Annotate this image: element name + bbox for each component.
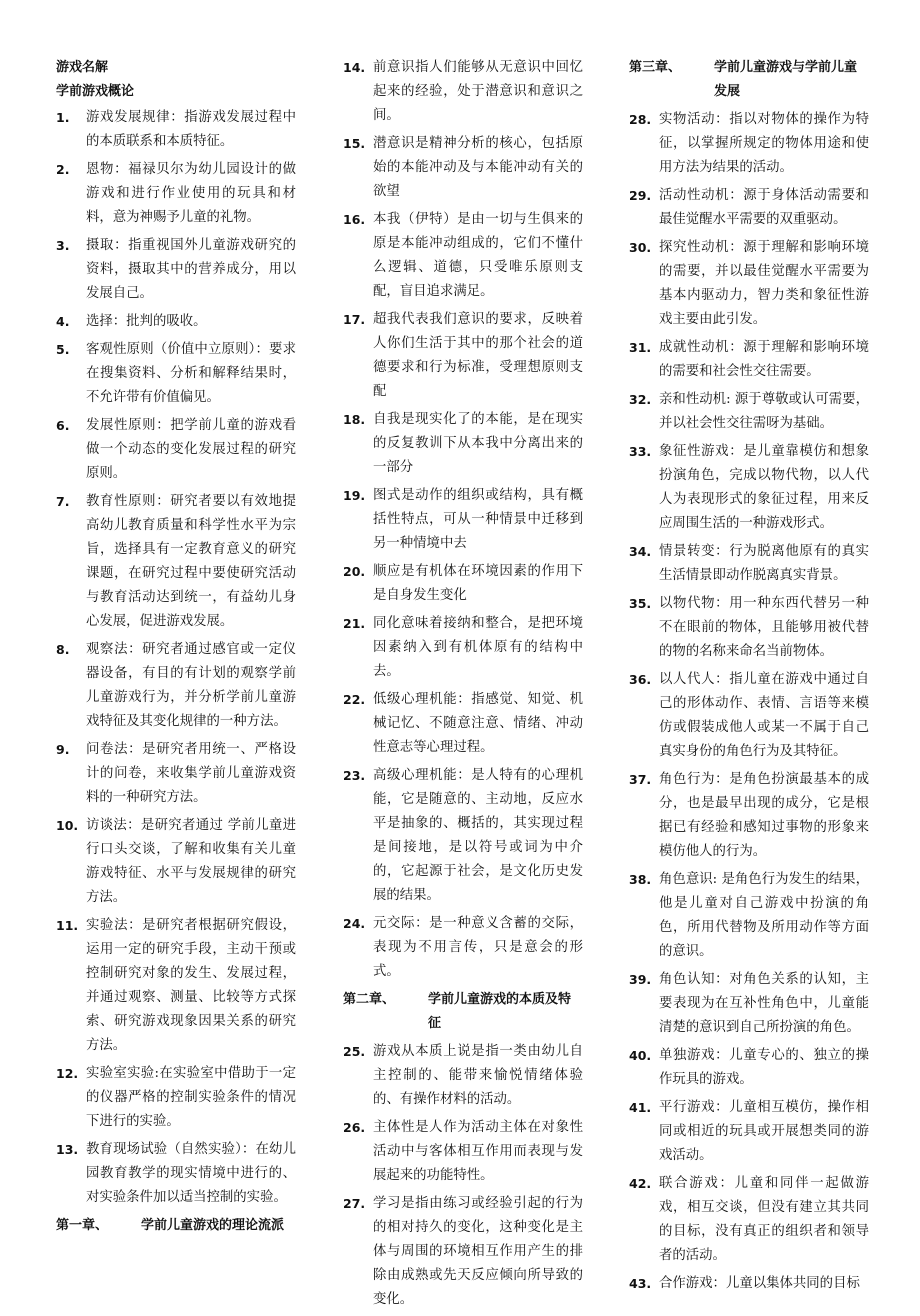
term-number: 17. (343, 312, 366, 327)
term-number: 18. (343, 412, 366, 427)
term-number: 38. (629, 872, 652, 887)
term-number: 29. (629, 188, 652, 203)
term-number: 27. (343, 1196, 366, 1211)
term-definition: 客观性原则（价值中立原则）：要求在搜集资料、分析和解释结果时，不允许带有价值偏见。 (86, 342, 296, 405)
column-right (629, 56, 869, 1300)
column-left (56, 56, 296, 1242)
term-item (56, 338, 296, 410)
term-number: 28. (629, 112, 652, 127)
term-item (629, 1096, 869, 1168)
term-item (56, 1062, 296, 1134)
section-heading-intro: 学前游戏概论 (56, 84, 135, 99)
term-number: 37. (629, 772, 652, 787)
term-number: 19. (343, 488, 366, 503)
term-number: 31. (629, 340, 652, 355)
term-definition: 访谈法：是研究者通过 学前儿童进行口头交谈，了解和收集有关儿童游戏特征、水平与发展规律的研究方法。 (86, 818, 296, 905)
section-heading-terms: 游戏名解 (56, 60, 109, 75)
term-item (629, 236, 869, 332)
term-number: 9. (56, 742, 70, 757)
term-number: 21. (343, 616, 366, 631)
term-definition: 选择：批判的吸收。 (86, 314, 207, 329)
term-definition: 图式是动作的组织或结构，具有概括性特点，可从一种情景中迁移到另一种情境中去 (373, 488, 583, 551)
term-definition: 问卷法：是研究者用统一、严格设计的问卷，来收集学前儿童游戏资料的一种研究方法。 (86, 742, 296, 805)
term-number: 26. (343, 1120, 366, 1135)
term-number: 13. (56, 1142, 79, 1157)
term-number: 3. (56, 238, 70, 253)
term-item (629, 440, 869, 536)
term-item (343, 1192, 583, 1312)
term-definition: 学习是指由练习或经验引起的行为的相对持久的变化，这种变化是主体与周围的环境相互作用产生的排除由成熟或先天反应倾向所导致的变化。 (373, 1196, 583, 1307)
term-item (343, 208, 583, 304)
term-number: 42. (629, 1176, 652, 1191)
term-number: 43. (629, 1276, 652, 1291)
term-definition: 以物代物：用一种东西代替另一种不在眼前的物体，且能够用被代替的物的名称来命名当前物体。 (659, 596, 869, 659)
term-number: 15. (343, 136, 366, 151)
term-item (629, 868, 869, 964)
term-item (343, 1116, 583, 1188)
term-definition: 高级心理机能：是人特有的心理机能，它是随意的、主动地，反应水平是抽象的、概括的，其实现过程是间接地，是以符号或词为中介的，它起源于社会，是文化历史发展的结果。 (373, 768, 583, 903)
term-number: 6. (56, 418, 70, 433)
term-number: 10. (56, 818, 79, 833)
term-number: 36. (629, 672, 652, 687)
term-definition: 实物活动：指以对物体的操作为特征，以掌握所规定的物体用途和使用方法为结果的活动。 (659, 112, 869, 175)
term-definition: 教育性原则：研究者要以有效地提高幼儿教育质量和科学性水平为宗旨，选择具有一定教育意义的研究课题，在研究过程中要使研究活动与教育活动达到统一，有益幼儿身心发展，促进游戏发展。 (86, 494, 296, 629)
term-definition: 实验法：是研究者根据研究假设，运用一定的研究手段，主动干预或控制研究对象的发生、发展过程，并通过观察、测量、比较等方式探索、研究游戏现象因果关系的研究方法。 (86, 918, 296, 1053)
term-definition: 潜意识是精神分析的核心，包括原始的本能冲动及与本能冲动有关的欲望 (373, 136, 583, 199)
term-number: 41. (629, 1100, 652, 1115)
term-number: 25. (343, 1044, 366, 1059)
term-definition: 低级心理机能：指感觉、知觉、机械记忆、不随意注意、情绪、冲动性意志等心理过程。 (373, 692, 583, 755)
term-definition: 合作游戏：儿童以集体共同的目标 (659, 1276, 860, 1291)
term-definition: 角色意识: 是角色行为发生的结果，他是儿童对自己游戏中扮演的角色，所用代替物及所用动作等方面的意识。 (659, 872, 869, 959)
term-item (56, 234, 296, 306)
term-definition: 象征性游戏：是儿童靠模仿和想象扮演角色，完成以物代物，以人代人为表现形式的象征过程，用来反应周围生活的一种游戏形式。 (659, 444, 869, 531)
term-number: 24. (343, 916, 366, 931)
term-item (343, 56, 583, 128)
term-item (629, 108, 869, 180)
term-number: 34. (629, 544, 652, 559)
term-list-middle-a (343, 56, 583, 984)
term-item (343, 764, 583, 908)
term-item (56, 1138, 296, 1210)
term-item (629, 540, 869, 588)
term-definition: 以人代人：指儿童在游戏中通过自己的形体动作、表情、言语等来模仿或假装成他人或某一不属于自己真实身份的角色行为及其特征。 (659, 672, 869, 759)
term-item (343, 612, 583, 684)
term-item (629, 1044, 869, 1092)
term-item (629, 1272, 869, 1296)
term-definition: 成就性动机：源于理解和影响环境的需要和社会性交往需要。 (659, 340, 869, 379)
term-item (629, 336, 869, 384)
term-item (629, 768, 869, 864)
term-definition: 元交际：是一种意义含蓄的交际，表现为不用言传，只是意会的形式。 (373, 916, 583, 979)
term-definition: 平行游戏：儿童相互模仿，操作相同或相近的玩具或开展想类同的游戏活动。 (659, 1100, 869, 1163)
term-number: 39. (629, 972, 652, 987)
chapter-label: 第三章、 (629, 60, 682, 75)
term-number: 14. (343, 60, 366, 75)
term-item (56, 914, 296, 1058)
term-item (56, 814, 296, 910)
term-item (343, 912, 583, 984)
term-definition: 恩物：福禄贝尔为幼儿园设计的做游戏和进行作业使用的玩具和材料，意为神赐予儿童的礼物。 (86, 162, 296, 225)
term-item (56, 490, 296, 634)
term-definition: 本我（伊特）是由一切与生俱来的原是本能冲动组成的，它们不懂什么逻辑、道德，只受唯乐原则支配，盲目追求满足。 (373, 212, 583, 299)
term-item (629, 968, 869, 1040)
chapter-label: 第二章、 (343, 992, 396, 1007)
term-number: 1. (56, 110, 70, 125)
term-number: 22. (343, 692, 366, 707)
term-number: 11. (56, 918, 79, 933)
term-item (56, 638, 296, 734)
term-definition: 摄取：指重视国外儿童游戏研究的资料，摄取其中的营养成分，用以发展自己。 (86, 238, 296, 301)
chapter-2-heading (343, 988, 583, 1036)
term-item (629, 668, 869, 764)
term-item (343, 560, 583, 608)
term-definition: 教育现场试验（自然实验）：在幼儿园教育教学的现实情境中进行的、对实验条件加以适当控制的实验。 (86, 1142, 296, 1205)
term-definition: 角色认知：对角色关系的认知，主要表现为在互补性角色中，儿童能清楚的意识到自己所扮演的角色。 (659, 972, 869, 1035)
term-number: 8. (56, 642, 70, 657)
term-item (343, 688, 583, 760)
term-item (629, 1172, 869, 1268)
term-item (56, 738, 296, 810)
term-definition: 游戏从本质上说是指一类由幼儿自主控制的、能带来愉悦情绪体验的、有操作材料的活动。 (373, 1044, 583, 1107)
term-definition: 单独游戏：儿童专心的、独立的操作玩具的游戏。 (659, 1048, 869, 1087)
term-definition: 角色行为：是角色扮演最基本的成分，也是最早出现的成分，它是根据已有经验和感知过事物的形象来模仿他人的行为。 (659, 772, 869, 859)
term-definition: 前意识指人们能够从无意识中回忆起来的经验，处于潜意识和意识之间。 (373, 60, 583, 123)
term-definition: 主体性是人作为活动主体在对象性活动中与客体相互作用而表现与发展起来的功能特性。 (373, 1120, 583, 1183)
chapter-title: 学前儿童游戏的理论流派 (141, 1218, 285, 1233)
term-number: 30. (629, 240, 652, 255)
term-number: 40. (629, 1048, 652, 1063)
term-item (56, 158, 296, 230)
term-number: 2. (56, 162, 70, 177)
term-definition: 发展性原则：把学前儿童的游戏看做一个动态的变化发展过程的研究原则。 (86, 418, 296, 481)
term-number: 16. (343, 212, 366, 227)
chapter-title: 学前儿童游戏与学前儿童发展 (714, 60, 858, 99)
term-definition: 探究性动机：源于理解和影响环境的需要，并以最佳觉醒水平需要为基本内驱动力，智力类和象征性游戏主要由此引发。 (659, 240, 869, 327)
term-item (343, 132, 583, 204)
term-definition: 情景转变：行为脱离他原有的真实生活情景即动作脱离真实背景。 (659, 544, 869, 583)
term-definition: 超我代表我们意识的要求，反映着人你们生活于其中的那个社会的道德要求和行为标准，受理想原则支配 (373, 312, 583, 399)
term-number: 20. (343, 564, 366, 579)
term-number: 35. (629, 596, 652, 611)
term-definition: 观察法：研究者通过感官或一定仪器设备，有目的有计划的观察学前儿童游戏行为，并分析学前儿童游戏特征及其变化规律的一种方法。 (86, 642, 296, 729)
term-number: 32. (629, 392, 652, 407)
term-list-right (629, 108, 869, 1296)
term-number: 4. (56, 314, 70, 329)
term-number: 7. (56, 494, 70, 509)
term-item (56, 414, 296, 486)
term-item (629, 184, 869, 232)
term-list-left (56, 106, 296, 1210)
chapter-3-heading (629, 56, 869, 104)
term-definition: 活动性动机：源于身体活动需要和最佳觉醒水平需要的双重驱动。 (659, 188, 869, 227)
term-definition: 联合游戏：儿童和同伴一起做游戏，相互交谈，但没有建立其共同的目标，没有真正的组织者和领导者的活动。 (659, 1176, 869, 1263)
term-item (629, 388, 869, 436)
term-definition: 同化意味着接纳和整合，是把环境因素纳入到有机体原有的结构中去。 (373, 616, 583, 679)
term-definition: 实验室实验:在实验室中借助于一定的仪器严格的控制实验条件的情况下进行的实验。 (86, 1066, 296, 1129)
chapter-label: 第一章、 (56, 1218, 109, 1233)
term-item (56, 106, 296, 154)
term-item (56, 310, 296, 334)
term-list-middle-b (343, 1040, 583, 1312)
chapter-title: 学前儿童游戏的本质及特征 (428, 992, 572, 1031)
term-item (629, 592, 869, 664)
term-definition: 亲和性动机: 源于尊敬或认可需要，并以社会性交往需呀为基础。 (659, 392, 869, 431)
term-item (343, 308, 583, 404)
chapter-1-heading (56, 1214, 296, 1238)
term-number: 23. (343, 768, 366, 783)
term-number: 12. (56, 1066, 79, 1081)
term-number: 33. (629, 444, 652, 459)
term-definition: 顺应是有机体在环境因素的作用下是自身发生变化 (373, 564, 583, 603)
term-item (343, 484, 583, 556)
term-item (343, 408, 583, 480)
term-definition: 游戏发展规律：指游戏发展过程中的本质联系和本质特征。 (86, 110, 296, 149)
term-definition: 自我是现实化了的本能，是在现实的反复教训下从本我中分离出来的一部分 (373, 412, 583, 475)
term-item (343, 1040, 583, 1112)
term-number: 5. (56, 342, 70, 357)
column-middle (343, 56, 583, 1316)
